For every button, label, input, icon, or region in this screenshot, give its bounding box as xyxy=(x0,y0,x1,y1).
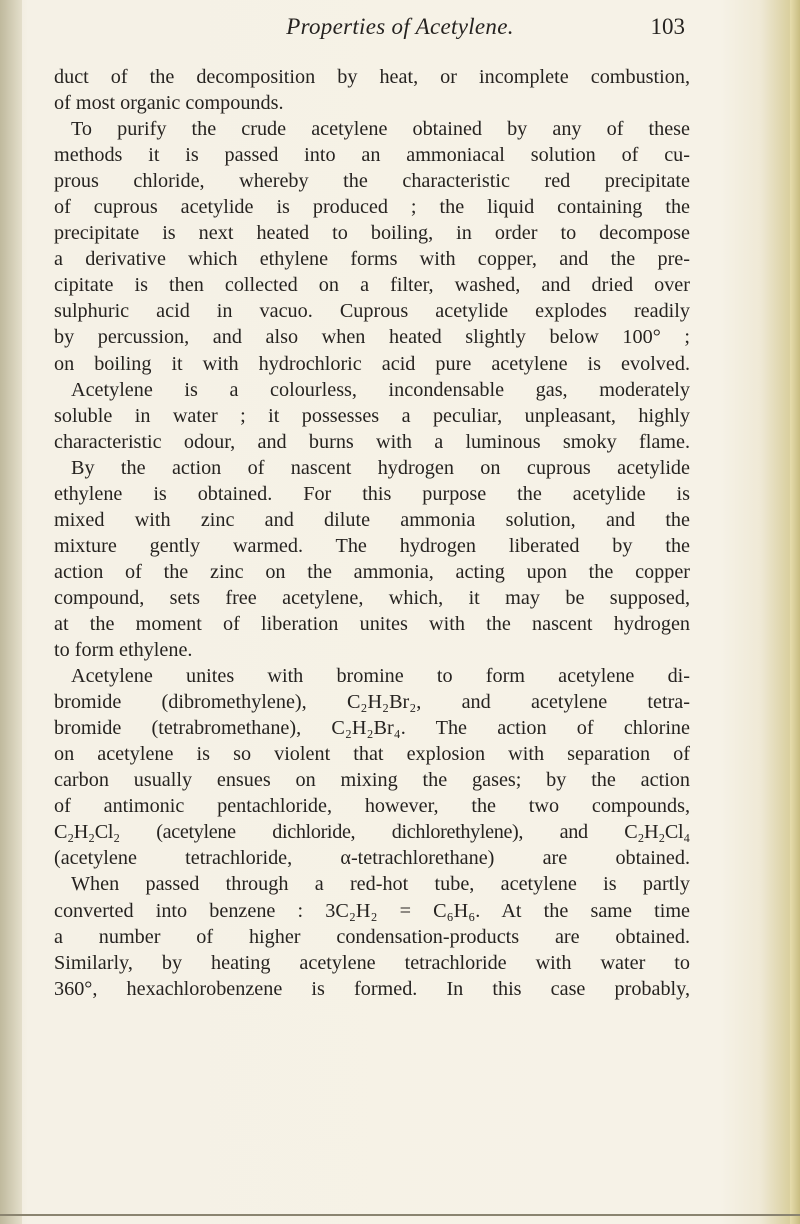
text-line: a derivative which ethylene forms with copper, and the pre- xyxy=(54,248,690,271)
text-line: on boiling it with hydrochloric acid pure acetylene is evolved. xyxy=(54,352,690,375)
text-line: of cuprous acetylide is produced ; the liquid containing the xyxy=(54,196,690,219)
text-line: Acetylene is a colourless, incondensable gas, moderately xyxy=(71,378,690,401)
text-line: converted into benzene : 3C₂H₂ = C₆H₆. At the same time xyxy=(54,899,690,922)
text-line: (acetylene tetrachloride, α-tetrachlorethane) are obtained. xyxy=(54,847,690,870)
page-number: 103 xyxy=(650,14,685,39)
text-line: mixture gently warmed. The hydrogen liberated by the xyxy=(54,534,690,557)
text-line: sulphuric acid in vacuo. Cuprous acetylide explodes readily xyxy=(54,300,690,323)
text-line: 360°, hexachlorobenzene is formed. In this case probably, xyxy=(54,977,690,1000)
running-title: Properties of Acetylene. xyxy=(286,14,514,39)
text-line: of most organic compounds. xyxy=(54,92,284,115)
text-line: C₂H₂Cl₂ (acetylene dichloride, dichlorethylene), and C₂H₂Cl₄ xyxy=(54,821,690,844)
text-line: Similarly, by heating acetylene tetrachloride with water to xyxy=(54,951,690,974)
text-line: cipitate is then collected on a filter, washed, and dried over xyxy=(54,274,690,297)
text-line: characteristic odour, and burns with a luminous smoky flame. xyxy=(54,430,690,453)
text-line: bromide (dibromethylene), C₂H₂Br₂, and acetylene tetra- xyxy=(54,691,690,714)
text-line: soluble in water ; it possesses a peculiar, unpleasant, highly xyxy=(54,404,690,427)
text-line: methods it is passed into an ammoniacal solution of cu- xyxy=(54,144,690,167)
text-line: duct of the decomposition by heat, or incomplete combustion, xyxy=(54,66,690,88)
text-line: to form ethylene. xyxy=(54,639,193,662)
page-edge xyxy=(790,0,800,1224)
page-header xyxy=(0,14,800,46)
text-line: by percussion, and also when heated slightly below 100° ; xyxy=(54,326,690,349)
text-line: action of the zinc on the ammonia, acting upon the copper xyxy=(54,560,690,583)
text-line: compound, sets free acetylene, which, it may be supposed, xyxy=(54,586,690,609)
text-line: bromide (tetrabromethane), C₂H₂Br₄. The action of chlorine xyxy=(54,717,690,740)
body-text xyxy=(54,64,690,1002)
text-line: precipitate is next heated to boiling, in order to decompose xyxy=(54,222,690,245)
text-line: To purify the crude acetylene obtained by any of these xyxy=(71,118,690,141)
text-line: ethylene is obtained. For this purpose the acetylide is xyxy=(54,482,690,505)
text-line: Acetylene unites with bromine to form acetylene di- xyxy=(71,665,690,688)
text-line: prous chloride, whereby the characteristic red precipitate xyxy=(54,170,690,193)
bottom-rule xyxy=(0,1214,800,1216)
text-line: a number of higher condensation-products are obtained. xyxy=(54,925,690,948)
text-line: By the action of nascent hydrogen on cuprous acetylide xyxy=(71,456,690,479)
text-line: of antimonic pentachloride, however, the two compounds, xyxy=(54,795,690,818)
text-line: on acetylene is so violent that explosion with separation of xyxy=(54,743,690,766)
text-line: carbon usually ensues on mixing the gases; by the action xyxy=(54,769,690,792)
text-line: mixed with zinc and dilute ammonia solution, and the xyxy=(54,508,690,531)
text-line: at the moment of liberation unites with the nascent hydrogen xyxy=(54,612,690,635)
text-line: When passed through a red-hot tube, acetylene is partly xyxy=(71,873,690,896)
page-gutter xyxy=(0,0,22,1224)
